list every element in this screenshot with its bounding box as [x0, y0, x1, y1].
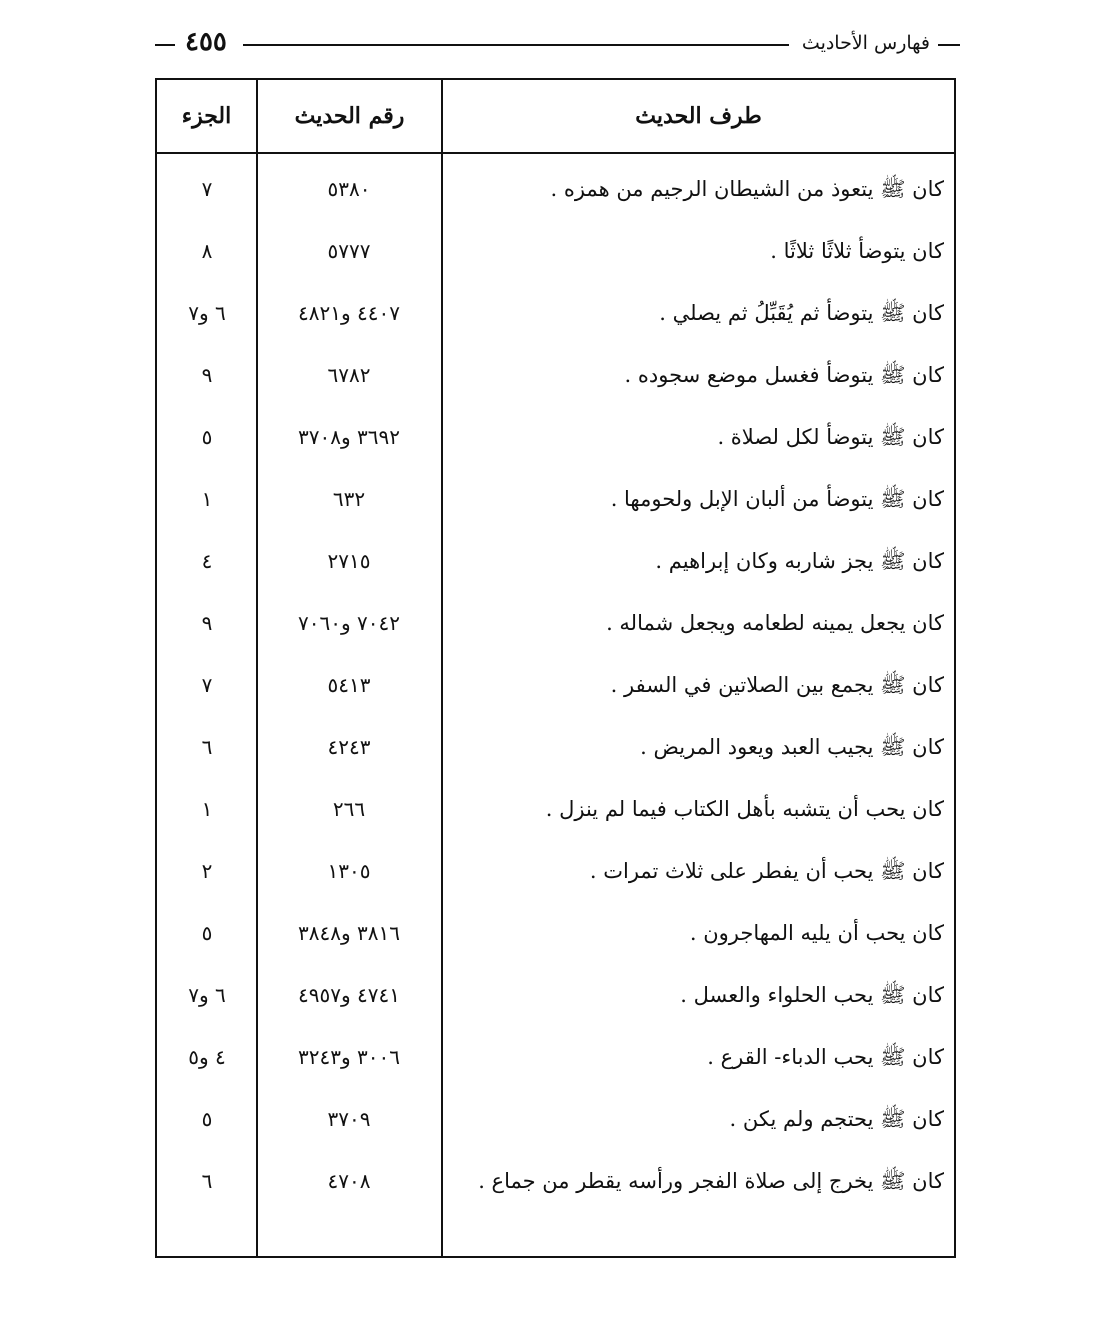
hadith-index-table [155, 78, 956, 1258]
table-row [157, 840, 954, 902]
volume-number: ١ [201, 797, 213, 821]
volume-number: ٧ [201, 177, 213, 201]
hadith-text: كان ﷺ يتعوذ من الشيطان الرجيم من همزه . [550, 177, 944, 201]
table-row [157, 468, 954, 530]
hadith-number: ٤٢٤٣ [327, 735, 371, 759]
hadith-number: ٦٧٨٢ [327, 363, 371, 387]
hadith-number: ٦٣٢ [332, 487, 366, 511]
volume-number: ٥ [201, 1107, 213, 1131]
hadith-number: ٥٤١٣ [327, 673, 371, 697]
hadith-number: ٥٣٨٠ [327, 177, 371, 201]
hadith-text: كان يتوضأ ثلاثًا ثلاثًا . [770, 239, 944, 263]
hadith-text: كان ﷺ يتوضأ من ألبان الإبل ولحومها . [610, 487, 944, 511]
hadith-text: كان ﷺ يجيب العبد ويعود المريض . [640, 735, 944, 759]
volume-number: ٥ [201, 425, 213, 449]
column-header-number: رقم الحديث [294, 103, 405, 129]
header-rule-right [938, 44, 960, 46]
hadith-text: كان يجعل يمينه لطعامه ويجعل شماله . [606, 611, 944, 635]
volume-number: ٤ [201, 549, 213, 573]
header-rule-left [155, 44, 175, 46]
hadith-number: ٣٨١٦ و٣٨٤٨ [298, 921, 400, 945]
table-row [157, 344, 954, 406]
column-header-volume: الجزء [181, 103, 232, 129]
page-number: ٤٥٥ [185, 27, 227, 57]
header-rule-middle [243, 44, 789, 46]
hadith-text: كان ﷺ يتوضأ لكل لصلاة . [717, 425, 944, 449]
table-row [157, 1150, 954, 1212]
hadith-text: كان يحب أن يتشبه بأهل الكتاب فيما لم ينزل . [545, 797, 944, 821]
volume-number: ٧ [201, 673, 213, 697]
volume-number: ١ [201, 487, 213, 511]
hadith-number: ٢٦٦ [332, 797, 366, 821]
table-row [157, 964, 954, 1026]
table-row [157, 716, 954, 778]
table-row [157, 1026, 954, 1088]
hadith-number: ٣٦٩٢ و٣٧٠٨ [298, 425, 400, 449]
volume-number: ٩ [201, 363, 213, 387]
hadith-number: ٧٠٤٢ و٧٠٦٠ [298, 611, 400, 635]
table-row [157, 282, 954, 344]
volume-number: ٥ [201, 921, 213, 945]
volume-number: ٤ و٥ [188, 1045, 226, 1069]
hadith-text: كان ﷺ يحتجم ولم يكن . [729, 1107, 944, 1131]
table-row [157, 778, 954, 840]
hadith-number: ٤٧٠٨ [327, 1169, 371, 1193]
volume-number: ٢ [201, 859, 213, 883]
hadith-text: كان ﷺ يحب الحلواء والعسل . [680, 983, 944, 1007]
hadith-text: كان ﷺ يخرج إلى صلاة الفجر ورأسه يقطر من جماع . [478, 1169, 944, 1193]
hadith-number: ٥٧٧٧ [327, 239, 371, 263]
hadith-number: ١٣٠٥ [327, 859, 371, 883]
hadith-number: ٤٤٠٧ و٤٨٢١ [298, 301, 400, 325]
hadith-text: كان ﷺ يتوضأ ثم يُقَبِّلُ ثم يصلي . [659, 301, 944, 325]
hadith-text: كان ﷺ يجز شاربه وكان إبراهيم . [655, 549, 944, 573]
hadith-number: ٢٧١٥ [327, 549, 371, 573]
hadith-text: كان يحب أن يليه المهاجرون . [689, 921, 944, 945]
table-row [157, 1088, 954, 1150]
hadith-text: كان ﷺ يجمع بين الصلاتين في السفر . [610, 673, 944, 697]
hadith-number: ٣٧٠٩ [327, 1107, 371, 1131]
volume-number: ٦ و٧ [188, 301, 226, 325]
table-row [157, 530, 954, 592]
table-row [157, 654, 954, 716]
hadith-number: ٣٠٠٦ و٣٢٤٣ [298, 1045, 400, 1069]
hadith-text: كان ﷺ يحب الدباء- القرع . [707, 1045, 944, 1069]
header-divider [157, 152, 954, 154]
table-row [157, 592, 954, 654]
volume-number: ٦ و٧ [188, 983, 226, 1007]
volume-number: ٨ [201, 239, 213, 263]
page-header [155, 27, 960, 58]
column-header-text: طرف الحديث [635, 103, 762, 129]
hadith-text: كان ﷺ يحب أن يفطر على ثلاث تمرات . [589, 859, 944, 883]
running-title: فهارس الأحاديث [801, 32, 930, 54]
table-row [157, 220, 954, 282]
volume-number: ٩ [201, 611, 213, 635]
table-row [157, 406, 954, 468]
hadith-number: ٤٧٤١ و٤٩٥٧ [298, 983, 400, 1007]
volume-number: ٦ [201, 1169, 213, 1193]
hadith-text: كان ﷺ يتوضأ فغسل موضع سجوده . [624, 363, 944, 387]
table-row [157, 902, 954, 964]
table-row [157, 158, 954, 220]
volume-number: ٦ [201, 735, 213, 759]
